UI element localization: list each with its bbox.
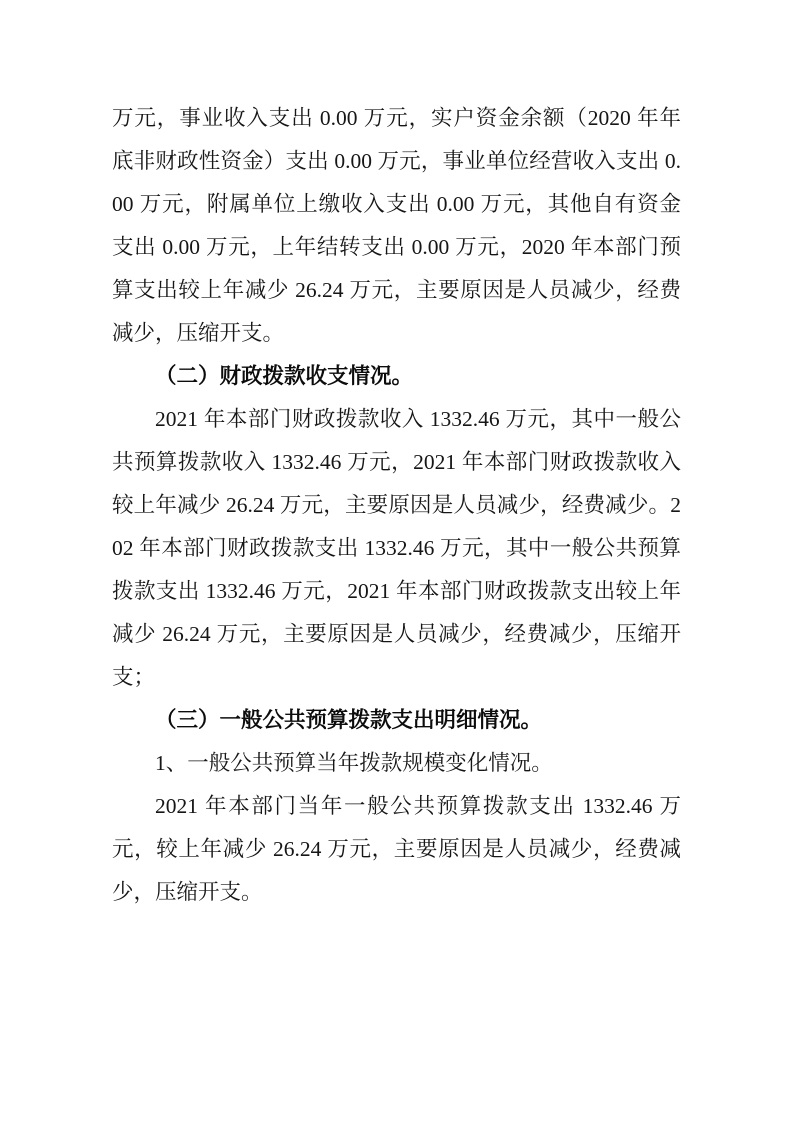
paragraph-continuation: 万元，事业收入支出 0.00 万元，实户资金余额（2020 年年底非财政性资金）支出 0.00 万元，事业单位经营收入支出 0.00 万元，附属单位上缴收入支出 0.00 万元，其他自有资金支出 0.00 万元，上年结转支出 0.00 万元，2020 年本部门预算支出较上年减少 26.24 万元，主要原因是人员减少，经费减少，压缩开支。 <box>112 106 681 345</box>
paragraph-subitem-1: 1、一般公共预算当年拨款规模变化情况。 <box>155 751 553 775</box>
paragraph-scale-change: 2021 年本部门当年一般公共预算拨款支出 1332.46 万元，较上年减少 26.24 万元，主要原因是人员减少，经费减少，压缩开支。 <box>112 794 681 904</box>
section-heading-3: （三）一般公共预算拨款支出明细情况。 <box>155 708 543 732</box>
paragraph-fiscal-appropriation: 2021 年本部门财政拨款收入 1332.46 万元，其中一般公共预算拨款收入 1332.46 万元，2021 年本部门财政拨款收入较上年减少 26.24 万元，主要原因是人员减少，经费减少。202 年本部门财政拨款支出 1332.46 万元，其中一般公共预算拨款支出 1332.46 万元，2021 年本部门财政拨款支出较上年减少 26.24 万元，主要原因是人员减少，经费减少，压缩开支； <box>112 407 681 689</box>
section-heading-2: （二）财政拨款收支情况。 <box>155 364 414 388</box>
